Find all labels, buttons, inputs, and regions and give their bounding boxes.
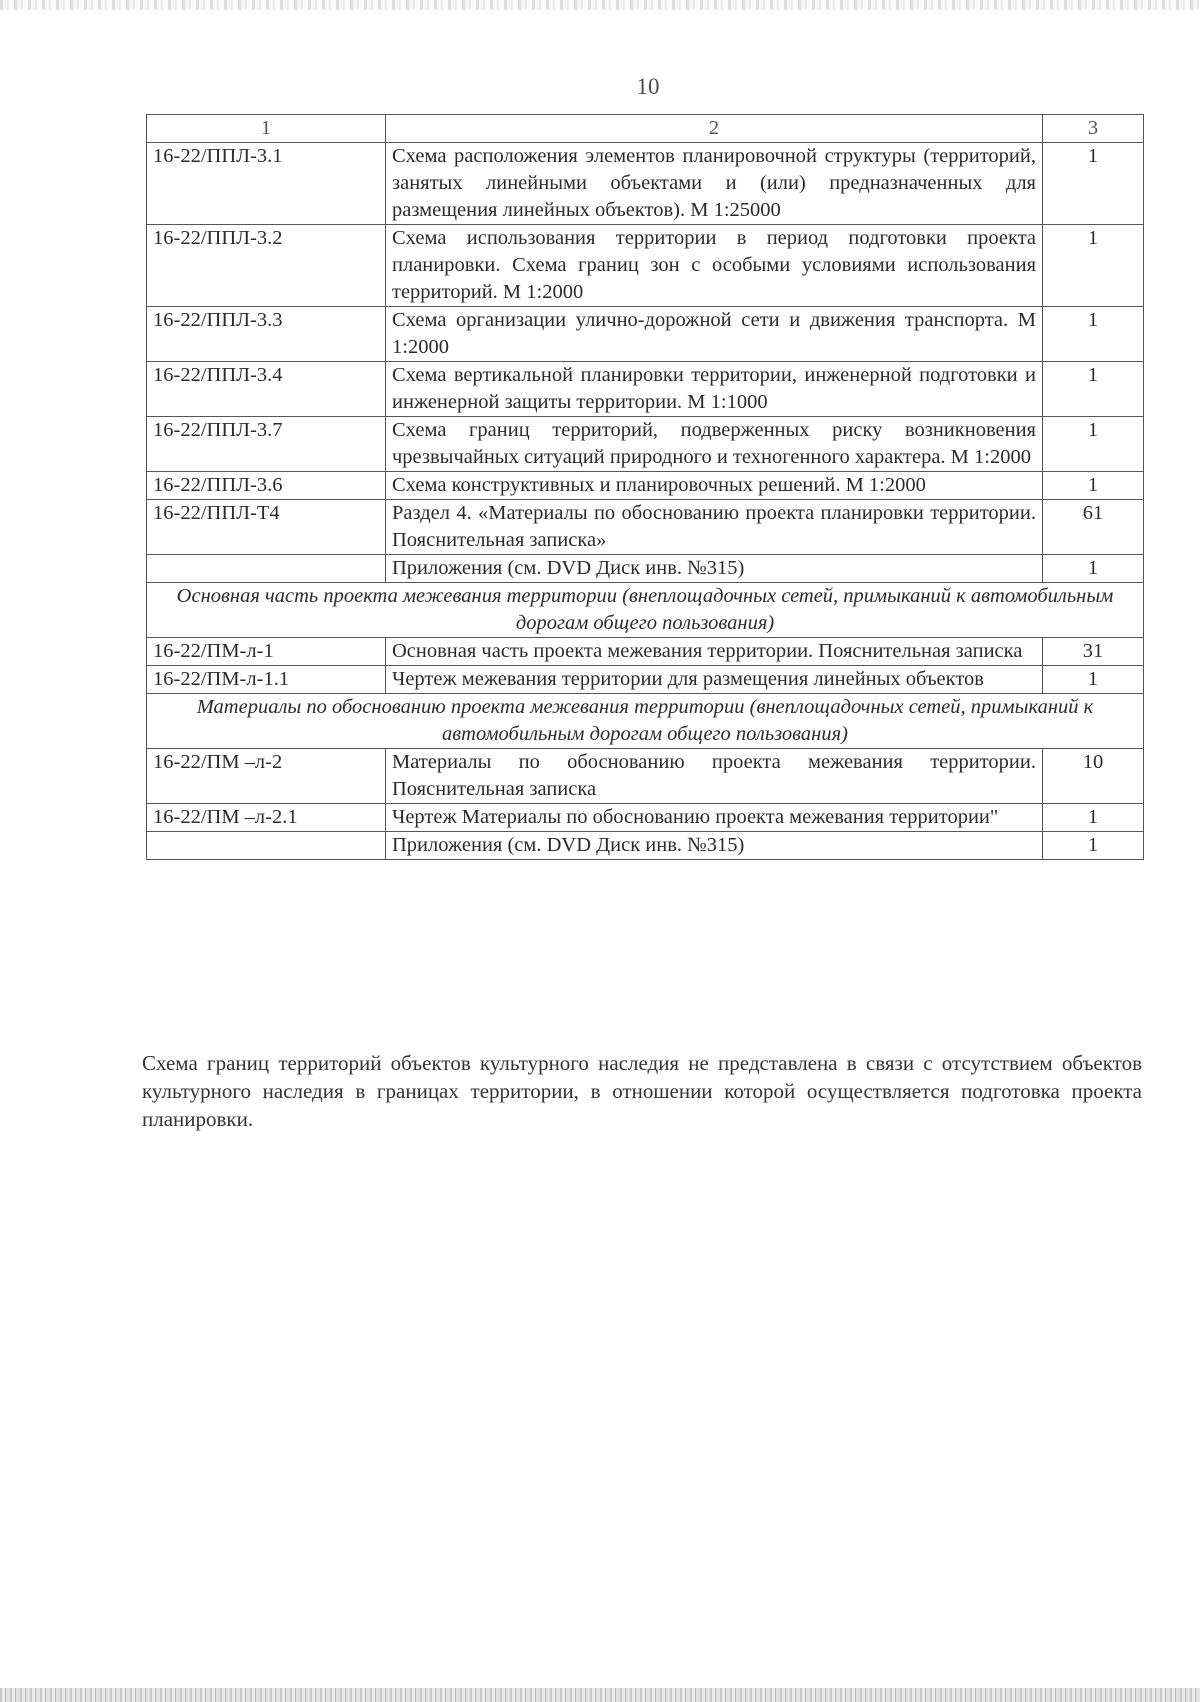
sheet-count: 1 [1043, 225, 1144, 307]
table-row [147, 666, 1144, 694]
scan-edge-top [0, 0, 1200, 10]
doc-code: 16-22/ПМ –л-2.1 [147, 804, 386, 832]
table-row [147, 472, 1144, 500]
sheet-count: 1 [1043, 555, 1144, 583]
doc-code: 16-22/ППЛ-3.4 [147, 362, 386, 417]
doc-code: 16-22/ПМ –л-2 [147, 749, 386, 804]
doc-description: Раздел 4. «Материалы по обоснованию проекта планировки территории. Пояснительная записка» [386, 500, 1043, 555]
table-row [147, 638, 1144, 666]
table-header-row [147, 115, 1144, 143]
doc-code: 16-22/ППЛ-3.6 [147, 472, 386, 500]
doc-code [147, 555, 386, 583]
doc-code: 16-22/ППЛ-3.3 [147, 307, 386, 362]
doc-code [147, 832, 386, 860]
doc-code: 16-22/ППЛ-3.7 [147, 417, 386, 472]
section-heading: Материалы по обоснованию проекта межевания территории (внеплощадочных сетей, примыканий к автомобильным дорогам общего пользования) [147, 694, 1144, 749]
doc-description: Приложения (см. DVD Диск инв. №315) [386, 555, 1043, 583]
sheet-count: 1 [1043, 362, 1144, 417]
doc-description: Схема вертикальной планировки территории, инженерной подготовки и инженерной защиты территории. М 1:1000 [386, 362, 1043, 417]
column-header-2: 2 [386, 115, 1043, 143]
doc-code: 16-22/ПМ-л-1 [147, 638, 386, 666]
table-row [147, 804, 1144, 832]
table-row [147, 143, 1144, 225]
document-list-table [146, 114, 1144, 860]
sheet-count: 1 [1043, 143, 1144, 225]
doc-code: 16-22/ППЛ-Т4 [147, 500, 386, 555]
section-heading-row [147, 583, 1144, 638]
doc-description: Основная часть проекта межевания территории. Пояснительная записка [386, 638, 1043, 666]
doc-description: Схема организации улично-дорожной сети и движения транспорта. М 1:2000 [386, 307, 1043, 362]
table-row [147, 307, 1144, 362]
table-row [147, 500, 1144, 555]
table-row [147, 225, 1144, 307]
table-row [147, 417, 1144, 472]
sheet-count: 1 [1043, 307, 1144, 362]
column-header-1: 1 [147, 115, 386, 143]
doc-description: Чертеж межевания территории для размещения линейных объектов [386, 666, 1043, 694]
doc-description: Схема использования территории в период подготовки проекта планировки. Схема границ зон с особыми условиями использования территорий. М 1:2000 [386, 225, 1043, 307]
sheet-count: 1 [1043, 417, 1144, 472]
scan-edge-bottom [0, 1688, 1200, 1702]
sheet-count: 1 [1043, 666, 1144, 694]
doc-code: 16-22/ППЛ-3.2 [147, 225, 386, 307]
doc-code: 16-22/ППЛ-3.1 [147, 143, 386, 225]
footnote-paragraph: Схема границ территорий объектов культурного наследия не представлена в связи с отсутствием объектов культурного наследия в границах территории, в отношении которой осуществляется подготовка проекта планировки. [142, 1051, 1142, 1131]
doc-description: Материалы по обоснованию проекта межевания территории. Пояснительная записка [386, 749, 1043, 804]
sheet-count: 1 [1043, 804, 1144, 832]
page-number: 10 [636, 74, 660, 99]
doc-description: Схема расположения элементов планировочной структуры (территорий, занятых линейными объектами и (или) предназначенных для размещения линейных объектов). М 1:25000 [386, 143, 1043, 225]
sheet-count: 61 [1043, 500, 1144, 555]
table-row [147, 832, 1144, 860]
doc-description: Чертеж Материалы по обоснованию проекта межевания территории" [386, 804, 1043, 832]
table-row [147, 362, 1144, 417]
doc-description: Схема конструктивных и планировочных решений. М 1:2000 [386, 472, 1043, 500]
table-row [147, 555, 1144, 583]
doc-description: Приложения (см. DVD Диск инв. №315) [386, 832, 1043, 860]
table-row [147, 749, 1144, 804]
doc-description: Схема границ территорий, подверженных риску возникновения чрезвычайных ситуаций природного и техногенного характера. М 1:2000 [386, 417, 1043, 472]
sheet-count: 1 [1043, 832, 1144, 860]
sheet-count: 10 [1043, 749, 1144, 804]
sheet-count: 1 [1043, 472, 1144, 500]
doc-code: 16-22/ПМ-л-1.1 [147, 666, 386, 694]
section-heading: Основная часть проекта межевания территории (внеплощадочных сетей, примыканий к автомобильным дорогам общего пользования) [147, 583, 1144, 638]
sheet-count: 31 [1043, 638, 1144, 666]
column-header-3: 3 [1043, 115, 1144, 143]
section-heading-row [147, 694, 1144, 749]
